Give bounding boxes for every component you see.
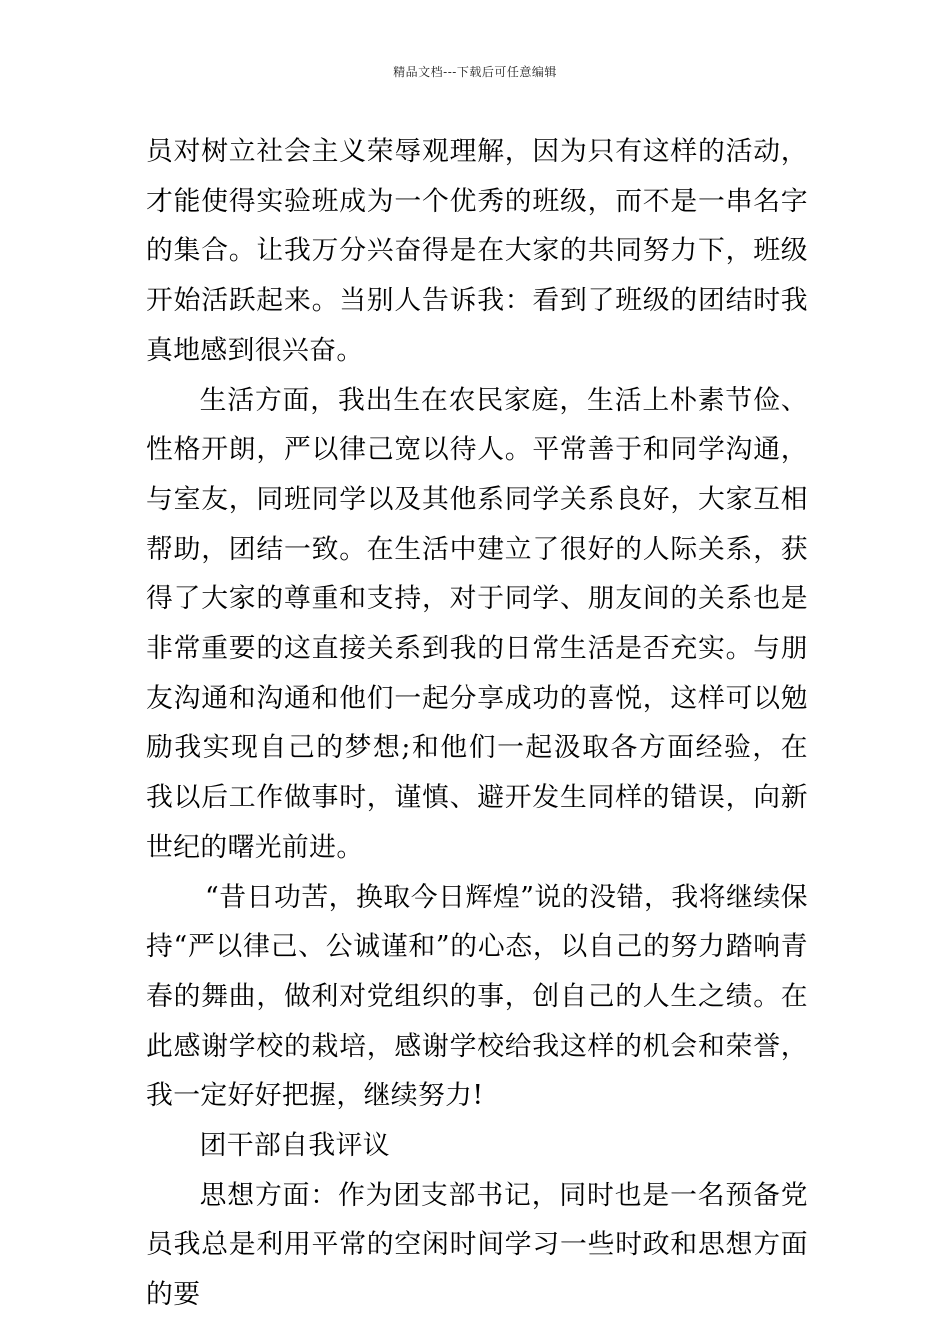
page-header: 精品文档---下载后可任意编辑 bbox=[393, 65, 557, 79]
paragraph-life: 生活方面，我出生在农民家庭，生活上朴素节俭、性格开朗，严以律己宽以待人。平常善于和同学沟通，与室友，同班同学以及其他系同学关系良好，大家互相帮助，团结一致。在生活中建立了很好的人际关系，获得了大家的尊重和支持，对于同学、朋友间的关系也是非常重要的这直接关系到我的日常生活是否充实。与朋友沟通和沟通和他们一起分享成功的喜悦，这样可以勉励我实现自己的梦想;和他们一起汲取各方面经验，在我以后工作做事时，谨慎、避开发生同样的错误，向新世纪的曙光前进。 bbox=[146, 384, 808, 863]
document-body bbox=[146, 127, 808, 1320]
paragraph-closing: “昔日功苦，换取今日辉煌”说的没错，我将继续保持“严以律己、公诚谨和”的心态，以自己的努力踏响青春的舞曲，做利对党组织的事，创自己的人生之绩。在此感谢学校的栽培，感谢学校给我这样的机会和荣誉，我一定好好把握，继续努力! bbox=[146, 881, 808, 1112]
paragraph-thought: 思想方面：作为团支部书记，同时也是一名预备党员我总是利用平常的空闲时间学习一些时政和思想方面的要 bbox=[146, 1179, 808, 1311]
paragraph-continuation: 员对树立社会主义荣辱观理解，因为只有这样的活动，才能使得实验班成为一个优秀的班级，而不是一串名字的集合。让我万分兴奋得是在大家的共同努力下，班级开始活跃起来。当别人告诉我：看到了班级的团结时我真地感到很兴奋。 bbox=[146, 136, 808, 366]
section-heading: 团干部自我评议 bbox=[199, 1130, 390, 1162]
